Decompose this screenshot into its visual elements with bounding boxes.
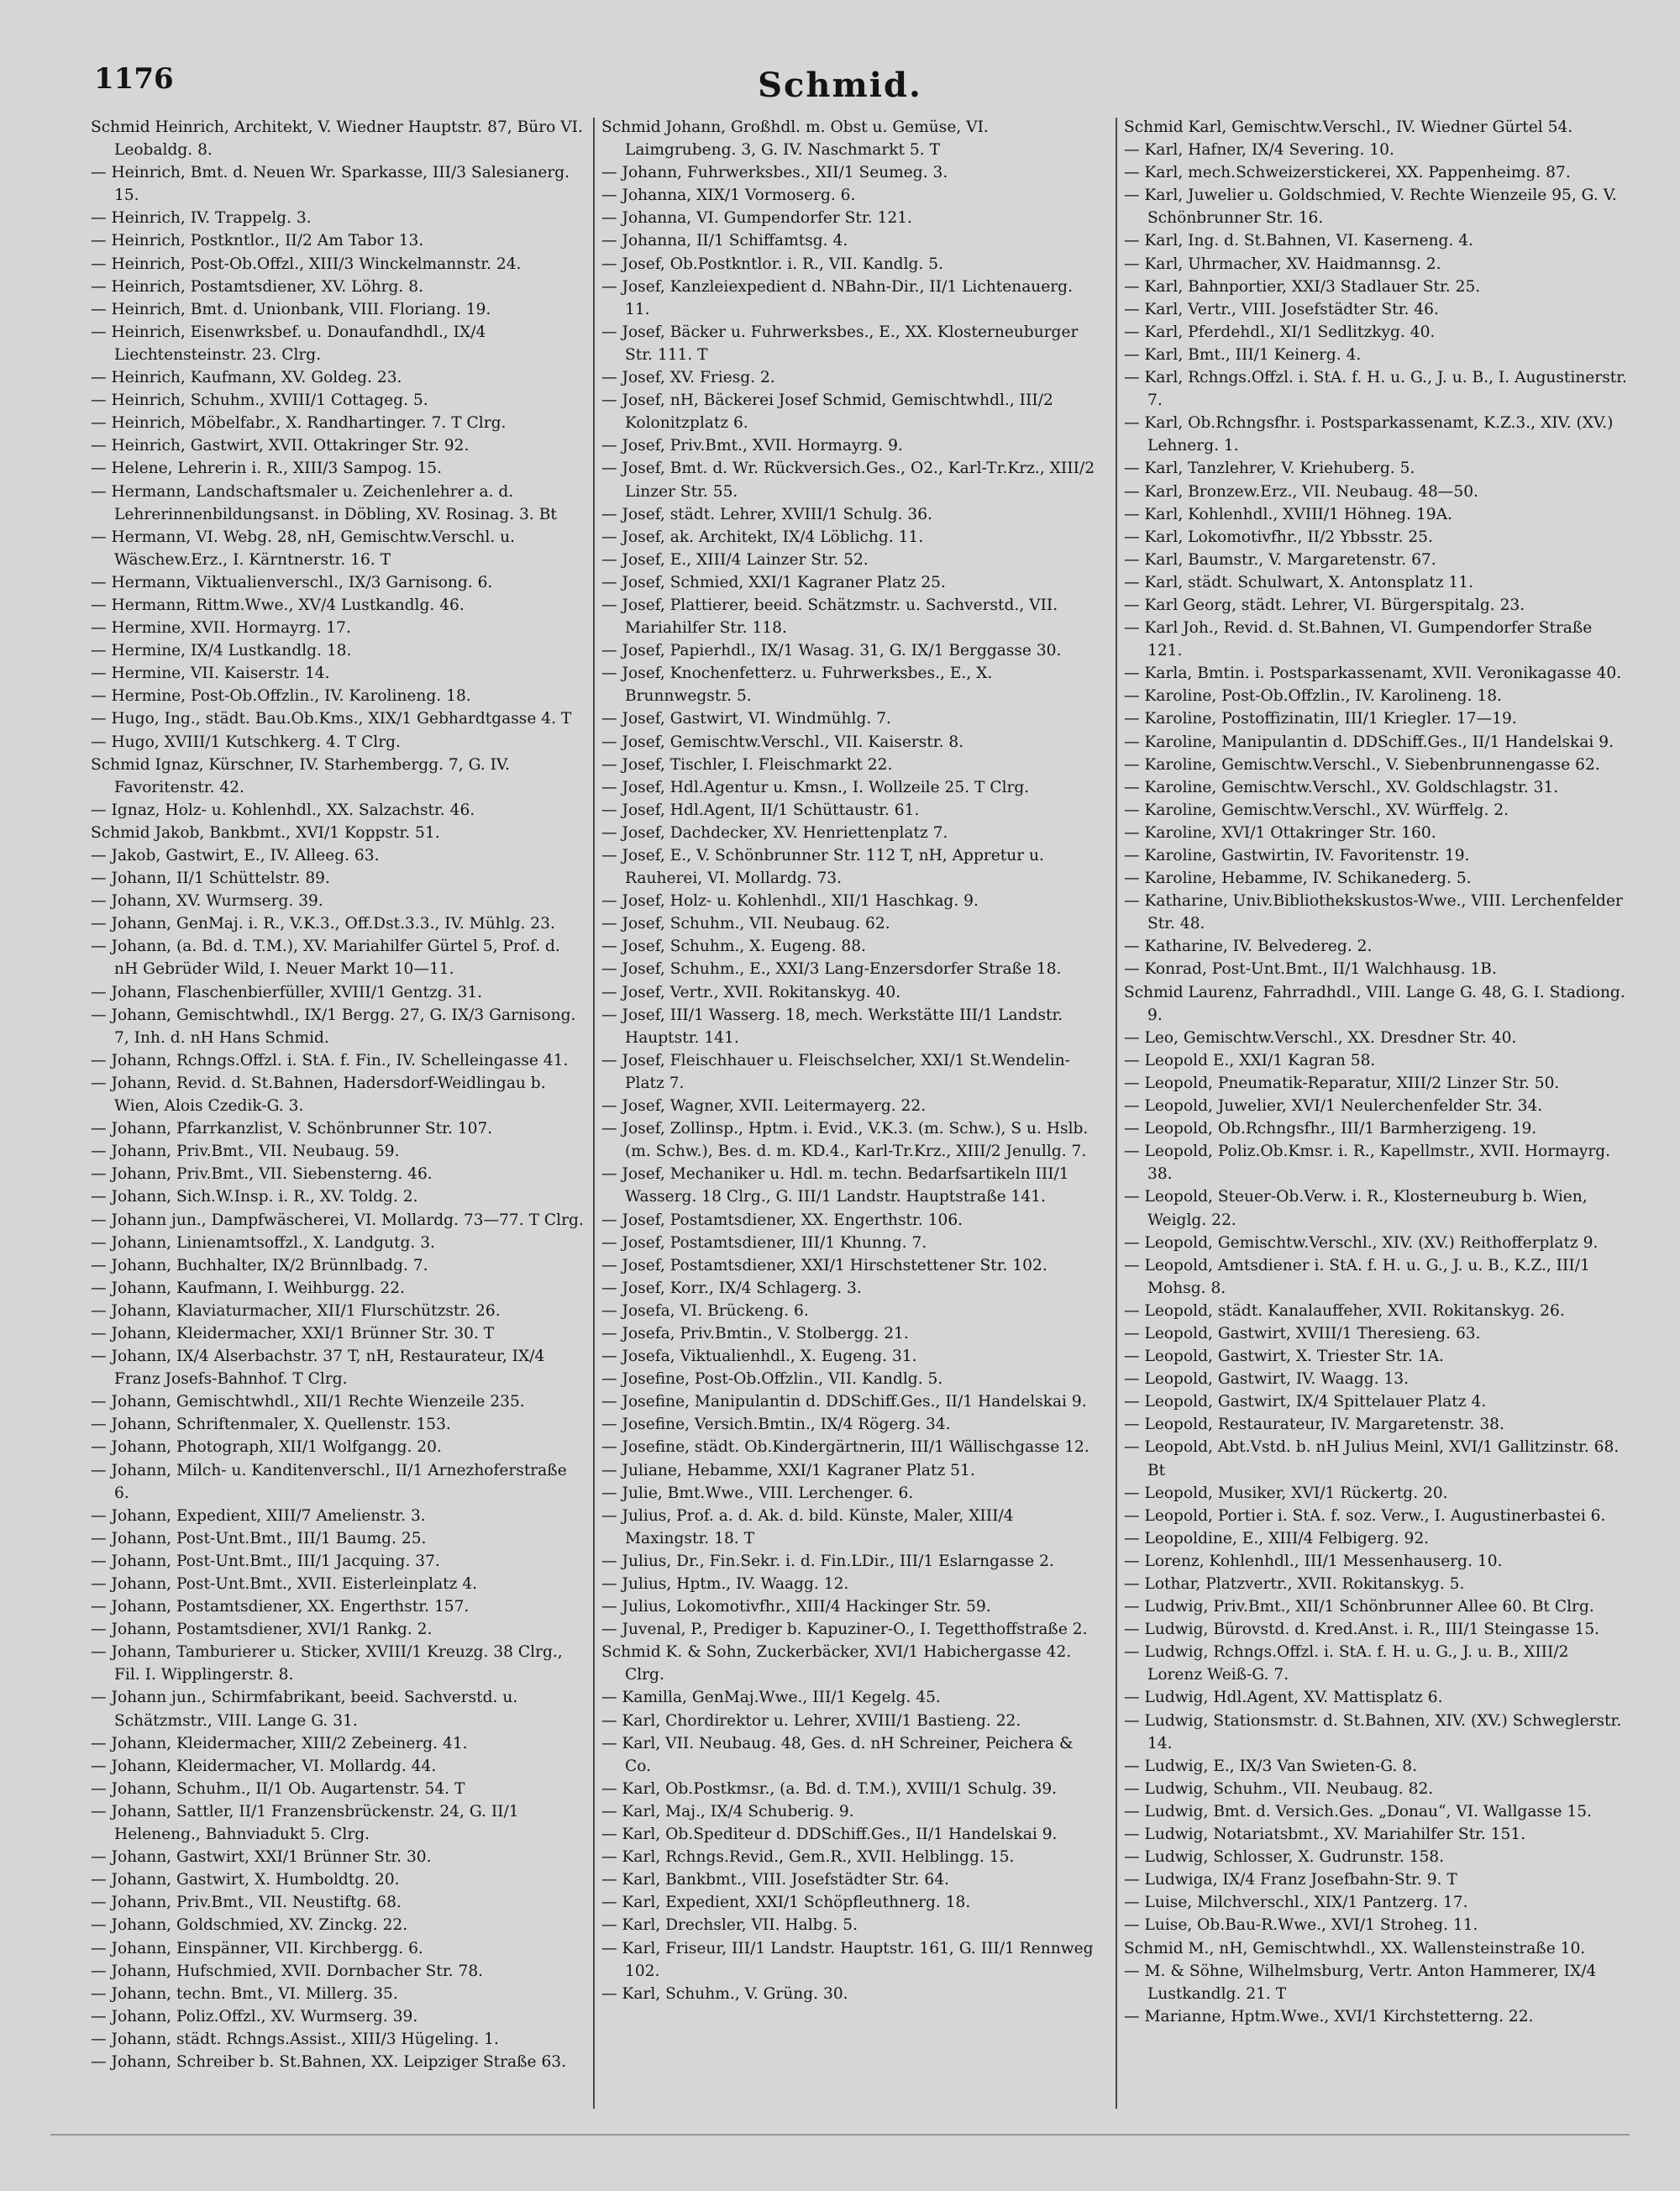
directory-entry: — Johann, IX/4 Alserbachstr. 37 T, nH, Restaurateur, IX/4 Franz Josefs-Bahnhof. T Clrg. <box>91 1348 545 1389</box>
directory-entry: — Leo, Gemischtw.Verschl., XX. Dresdner Str. 40. <box>1124 1028 1517 1047</box>
directory-entry: Schmid Heinrich, Architekt, V. Wiedner Hauptstr. 87, Büro VI. Leobaldg. 8. <box>91 118 583 160</box>
directory-entry: — Heinrich, Bmt. d. Neuen Wr. Sparkasse, III/3 Salesianerg. 15. <box>91 164 570 205</box>
directory-entry: — Johann, Schuhm., II/1 Ob. Augartenstr. 54. T <box>91 1779 465 1798</box>
directory-entry: — Josef, Hdl.Agent, II/1 Schüttaustr. 61. <box>601 801 920 819</box>
directory-entry: — Juliane, Hebamme, XXI/1 Kagraner Platz 51. <box>601 1461 975 1479</box>
directory-entry: — Karl, Kohlenhdl., XVIII/1 Höhneg. 19A. <box>1124 505 1452 523</box>
directory-entry: — Johann, Schreiber b. St.Bahnen, XX. Leipziger Straße 63. <box>91 2052 567 2071</box>
directory-entry: Schmid M., nH, Gemischtwhdl., XX. Wallensteinstraße 10. <box>1124 1939 1586 1957</box>
directory-entry: — Josef, Plattierer, beeid. Schätzmstr. u. Sachverstd., VII. Mariahilfer Str. 118. <box>601 596 1058 638</box>
directory-entry: — Josef, Vertr., XVII. Rokitanskyg. 40. <box>601 983 901 1001</box>
directory-entry: — Leopold, Gastwirt, XVIII/1 Theresieng. 63. <box>1124 1324 1481 1342</box>
directory-entry: — Johann, Kleidermacher, XIII/2 Zebeinerg. 41. <box>91 1734 468 1752</box>
directory-entry: — Leopold, Restaurateur, IV. Margaretenstr. 38. <box>1124 1416 1504 1434</box>
directory-entry: — Karoline, Gastwirtin, IV. Favoritenstr. 19. <box>1124 847 1470 864</box>
directory-entry: — Hermine, IX/4 Lustkandlg. 18. <box>91 642 352 660</box>
directory-entry: — Karl, Ing. d. St.Bahnen, VI. Kaserneng. 4. <box>1124 232 1473 250</box>
directory-entry: — Karl, Hafner, IX/4 Severing. 10. <box>1124 141 1394 160</box>
directory-entry: — Heinrich, Bmt. d. Unionbank, VIII. Floriang. 19. <box>91 300 491 318</box>
directory-entry: — Johann, Expedient, XIII/7 Amelienstr. 3. <box>91 1506 426 1525</box>
directory-entry: — Karoline, Gemischtw.Verschl., XV. Würffelg. 2. <box>1124 801 1509 819</box>
directory-entry: — Leopold, Juwelier, XVI/1 Neulerchenfelder Str. 34. <box>1124 1097 1543 1116</box>
directory-entry: — Johann, Rchngs.Offzl. i. StA. f. Fin., IV. Schelleingasse 41. <box>91 1051 569 1069</box>
directory-entry: — Leopold, Gemischtw.Verschl., XIV. (XV.) Reithofferplatz 9. <box>1124 1233 1599 1252</box>
directory-entry: — Ludwig, E., IX/3 Van Swieten-G. 8. <box>1124 1757 1417 1775</box>
directory-entry: — Johann jun., Schirmfabrikant, beeid. Sachverstd. u. Schätzmstr., VIII. Lange G. 31. <box>91 1689 518 1730</box>
directory-entry: — Hugo, Ing., städt. Bau.Ob.Kms., XIX/1 Gebhardtgasse 4. T <box>91 710 572 728</box>
directory-entry: — Josef, ak. Architekt, IX/4 Löblichg. 11. <box>601 528 924 546</box>
directory-entry: — Juvenal, P., Prediger b. Kapuziner-O., I. Tegetthoffstraße 2. <box>601 1621 1088 1639</box>
directory-entry: — Johanna, VI. Gumpendorfer Str. 121. <box>601 209 912 228</box>
directory-entry: — Johann, Linienamtsoffzl., X. Landgutg. 3. <box>91 1233 435 1252</box>
directory-entry: — Josef, Schuhm., X. Eugeng. 88. <box>601 938 866 956</box>
directory-entry: — Johann, Hufschmied, XVII. Dornbacher Str. 78. <box>91 1962 484 1980</box>
directory-entry: — Josef, Bmt. d. Wr. Rückversich.Ges., O2., Karl-Tr.Krz., XIII/2 Linzer Str. 55. <box>601 460 1095 501</box>
directory-entry: — Johann, Postamtsdiener, XX. Engerthstr. 157. <box>91 1598 470 1616</box>
directory-entry: — Johann, Schriftenmaler, X. Quellenstr. 153. <box>91 1416 451 1434</box>
directory-entry: — Johanna, II/1 Schiffamtsg. 4. <box>601 232 848 250</box>
directory-entry: — Heinrich, IV. Trappelg. 3. <box>91 209 312 228</box>
directory-entry: — Marianne, Hptm.Wwe., XVI/1 Kirchstetterng. 22. <box>1124 2007 1534 2025</box>
directory-entry: — Johann, Priv.Bmt., VII. Neubaug. 59. <box>91 1143 400 1161</box>
directory-entry: — Karl, Schuhm., V. Grüng. 30. <box>601 1984 848 2003</box>
directory-entry: — Johann, Photograph, XII/1 Wolfgangg. 20. <box>91 1438 442 1457</box>
directory-entry: — Hermann, Rittm.Wwe., XV/4 Lustkandlg. 46. <box>91 596 465 614</box>
directory-entry: — Leopold, Gastwirt, X. Triester Str. 1A. <box>1124 1348 1444 1366</box>
directory-entry: — Johann, Gemischtwhdl., IX/1 Bergg. 27, G. IX/3 Garnisong. 7, Inh. d. nH Hans Schmid. <box>91 1006 576 1047</box>
directory-entry: — Johann, städt. Rchngs.Assist., XIII/3 Hügeling. 1. <box>91 2030 499 2048</box>
directory-entry: — Josef, Schuhm., E., XXI/3 Lang-Enzersdorfer Straße 18. <box>601 960 1062 979</box>
directory-entry: — Josef, Dachdecker, XV. Henriettenplatz 7. <box>601 823 948 842</box>
directory-entry: — Helene, Lehrerin i. R., XIII/3 Sampog. 15. <box>91 460 443 478</box>
directory-entry: — Josef, nH, Bäckerei Josef Schmid, Gemischtwhdl., III/2 Kolonitzplatz 6. <box>601 391 1053 433</box>
directory-entry: — Josef, städt. Lehrer, XVIII/1 Schulg. 36. <box>601 505 932 523</box>
directory-entry: — Johann, Priv.Bmt., VII. Siebensterng. 46. <box>91 1165 433 1184</box>
directory-entry: — Johann, Milch- u. Kanditenverschl., II/1 Arnezhoferstraße 6. <box>91 1461 567 1502</box>
directory-entry: — Josef, Zollinsp., Hptm. i. Evid., V.K.3. (m. Schw.), S u. Hslb. (m. Schw.), Bes. d. m. KD.4., Karl-Tr.Krz., XIII/2 Jenullg. 7. <box>601 1120 1089 1161</box>
directory-entry: — Karoline, Manipulantin d. DDSchiff.Ges., II/1 Handelskai 9. <box>1124 733 1614 751</box>
directory-entry: — Karl, Vertr., VIII. Josefstädter Str. 46. <box>1124 300 1439 318</box>
directory-entry: — Karl, Pferdehdl., XI/1 Sedlitzkyg. 40. <box>1124 323 1436 341</box>
directory-entry: — Leopold, Portier i. StA. f. soz. Verw., I. Augustinerbastei 6. <box>1124 1506 1606 1525</box>
directory-entry: — Leopold, Poliz.Ob.Kmsr. i. R., Kapellmstr., XVII. Hormayrg. 38. <box>1124 1143 1611 1184</box>
directory-entry: — Katharine, Univ.Bibliothekskustos-Wwe., VIII. Lerchenfelder Str. 48. <box>1124 892 1623 933</box>
directory-entry: — Josef, Korr., IX/4 Schlagerg. 3. <box>601 1279 862 1297</box>
directory-entry: — Hermann, Viktualienverschl., IX/3 Garnisong. 6. <box>91 573 493 591</box>
directory-entry: — Karl, Expedient, XXI/1 Schöpfleuthnerg. 18. <box>601 1894 971 1912</box>
directory-entry: — Josefine, Manipulantin d. DDSchiff.Ges., II/1 Handelskai 9. <box>601 1393 1087 1411</box>
directory-entry: — Karoline, XVI/1 Ottakringer Str. 160. <box>1124 823 1436 842</box>
directory-entry: — Heinrich, Kaufmann, XV. Goldeg. 23. <box>91 369 402 387</box>
directory-entry: — Josef, Postamtsdiener, XXI/1 Hirschstettener Str. 102. <box>601 1256 1047 1274</box>
directory-entry: — Josef, Schmied, XXI/1 Kagraner Platz 25. <box>601 573 946 591</box>
directory-entry: — Leopold, Steuer-Ob.Verw. i. R., Klosterneuburg b. Wien, Weiglg. 22. <box>1124 1188 1588 1229</box>
directory-entry: — Katharine, IV. Belvedereg. 2. <box>1124 938 1373 956</box>
directory-entry: — Johann, techn. Bmt., VI. Millerg. 35. <box>91 1984 398 2003</box>
directory-entry: — Leopoldine, E., XIII/4 Felbigerg. 92. <box>1124 1529 1430 1547</box>
directory-entry: — Leopold, Pneumatik-Reparatur, XIII/2 Linzer Str. 50. <box>1124 1074 1560 1092</box>
directory-entry: — Josef, Priv.Bmt., XVII. Hormayrg. 9. <box>601 437 903 455</box>
directory-entry: — Karl, Drechsler, VII. Halbg. 5. <box>601 1916 858 1935</box>
directory-entry: — Josefa, Viktualienhdl., X. Eugeng. 31. <box>601 1348 917 1366</box>
directory-entry: — Johann, Kaufmann, I. Weihburgg. 22. <box>91 1279 405 1297</box>
directory-entry: — Johann, Kleidermacher, XXI/1 Brünner Str. 30. T <box>91 1324 495 1342</box>
directory-entry: — Johann, Post-Unt.Bmt., III/1 Baumg. 25. <box>91 1529 427 1547</box>
directory-entry: — Hermann, VI. Webg. 28, nH, Gemischtw.Verschl. u. Wäschew.Erz., I. Kärntnerstr. 16. T <box>91 528 516 569</box>
directory-entry: Schmid Ignaz, Kürschner, IV. Starhembergg. 7, G. IV. Favoritenstr. 42. <box>91 755 511 796</box>
directory-entry: — Josefine, Post-Ob.Offzlin., VII. Kandlg. 5. <box>601 1370 943 1389</box>
directory-entry: — Karl, Bronzew.Erz., VII. Neubaug. 48—50. <box>1124 482 1478 501</box>
directory-entry: — Josef, Gastwirt, VI. Windmühlg. 7. <box>601 710 891 728</box>
directory-entry: — Karl, Chordirektor u. Lehrer, XVIII/1 Bastieng. 22. <box>601 1711 1021 1730</box>
directory-entry: — Karl, Uhrmacher, XV. Haidmannsg. 2. <box>1124 255 1441 273</box>
column-divider <box>593 118 595 2109</box>
directory-entry: — Lorenz, Kohlenhdl., III/1 Messenhauserg. 10. <box>1124 1552 1503 1570</box>
directory-entry: — Johann, Tamburierer u. Sticker, XVIII/1 Kreuzg. 38 Clrg., Fil. I. Wipplingerstr. 8. <box>91 1643 563 1684</box>
directory-entry: — Johann, Fuhrwerksbes., XII/1 Seumeg. 3. <box>601 164 948 182</box>
directory-column-2 <box>601 116 1097 2005</box>
directory-entry: — Ludwig, Priv.Bmt., XII/1 Schönbrunner Allee 60. Bt Clrg. <box>1124 1598 1594 1616</box>
directory-entry: — Karl, städt. Schulwart, X. Antonsplatz 11. <box>1124 573 1473 591</box>
directory-entry: — Hermine, VII. Kaiserstr. 14. <box>91 665 330 683</box>
directory-entry: — Josef, Bäcker u. Fuhrwerksbes., E., XX. Klosterneuburger Str. 111. T <box>601 323 1079 364</box>
directory-entry: — Karl, mech.Schweizerstickerei, XX. Pappenheimg. 87. <box>1124 164 1571 182</box>
directory-entry: — Heinrich, Gastwirt, XVII. Ottakringer Str. 92. <box>91 437 470 455</box>
directory-entry: — Johann, Sich.W.Insp. i. R., XV. Toldg. 2. <box>91 1188 418 1206</box>
directory-entry: — Ludwiga, IX/4 Franz Josefbahn-Str. 9. T <box>1124 1871 1457 1889</box>
directory-entry: — Karl, Bankbmt., VIII. Josefstädter Str. 64. <box>601 1871 949 1889</box>
directory-entry: — Johann, II/1 Schüttelstr. 89. <box>91 870 330 888</box>
directory-entry: — Karl, Ob.Rchngsfhr. i. Postsparkassenamt, K.Z.3., XIV. (XV.) Lehnerg. 1. <box>1124 414 1614 455</box>
directory-entry: — Johann, Gastwirt, X. Humboldtg. 20. <box>91 1871 400 1889</box>
directory-entry: — Ludwig, Bürovstd. d. Kred.Anst. i. R., III/1 Steingasse 15. <box>1124 1621 1600 1639</box>
directory-entry: — Josef, Wagner, XVII. Leitermayerg. 22. <box>601 1097 927 1116</box>
directory-entry: — Johann, Klaviaturmacher, XII/1 Flurschützstr. 26. <box>91 1301 501 1320</box>
directory-entry: — Josef, Postamtsdiener, III/1 Khunng. 7. <box>601 1233 927 1252</box>
directory-entry: — Josefa, VI. Brückeng. 6. <box>601 1301 809 1320</box>
directory-entry: — Karoline, Gemischtw.Verschl., XV. Goldschlagstr. 31. <box>1124 778 1559 796</box>
directory-column-1 <box>91 116 586 2073</box>
directory-entry: — Josefine, Versich.Bmtin., IX/4 Rögerg. 34. <box>601 1416 951 1434</box>
directory-entry: — Johann, Sattler, II/1 Franzensbrückenstr. 24, G. II/1 Heleneng., Bahnviadukt 5. Clrg. <box>91 1802 519 1844</box>
directory-entry: — Karl, Friseur, III/1 Landstr. Hauptstr. 161, G. III/1 Rennweg 102. <box>601 1939 1094 1980</box>
directory-entry: — Heinrich, Postamtsdiener, XV. Löhrg. 8. <box>91 277 423 296</box>
directory-entry: — Karoline, Postoffizinatin, III/1 Kriegler. 17—19. <box>1124 710 1517 728</box>
directory-entry: — Josefine, städt. Ob.Kindergärtnerin, III/1 Wällischgasse 12. <box>601 1438 1089 1457</box>
directory-entry: — Johann, Pfarrkanzlist, V. Schönbrunner Str. 107. <box>91 1120 493 1138</box>
directory-entry: — Leopold, Musiker, XVI/1 Rückertg. 20. <box>1124 1484 1448 1502</box>
directory-entry: — Heinrich, Postkntlor., II/2 Am Tabor 13. <box>91 232 424 250</box>
directory-entry: — Johann, Priv.Bmt., VII. Neustiftg. 68. <box>91 1894 402 1912</box>
directory-entry: — Johann, Poliz.Offzl., XV. Wurmserg. 39. <box>91 2007 418 2025</box>
directory-entry: — Johann, Flaschenbierfüller, XVIII/1 Gentzg. 31. <box>91 983 483 1001</box>
directory-entry: — Johann, Postamtsdiener, XVI/1 Rankg. 2. <box>91 1621 433 1639</box>
directory-entry: Schmid Karl, Gemischtw.Verschl., IV. Wiedner Gürtel 54. <box>1124 118 1573 136</box>
directory-entry: — Luise, Milchverschl., XIX/1 Pantzerg. 17. <box>1124 1894 1468 1912</box>
directory-entry: — Karl, Lokomotivfhr., II/2 Ybbsstr. 25. <box>1124 528 1433 546</box>
directory-entry: — Karl, Tanzlehrer, V. Kriehuberg. 5. <box>1124 460 1415 478</box>
directory-entry: — Josef, Mechaniker u. Hdl. m. techn. Bedarfsartikeln III/1 Wasserg. 18 Clrg., G. III/1 Landstr. Hauptstraße 141. <box>601 1165 1069 1206</box>
directory-entry: — Josef, Fleischhauer u. Fleischselcher, XXI/1 St.Wendelin-Platz 7. <box>601 1051 1070 1092</box>
directory-entry: — Karoline, Post-Ob.Offzlin., IV. Karolineng. 18. <box>1124 687 1502 706</box>
directory-entry: — Konrad, Post-Unt.Bmt., II/1 Walchhausg. 1B. <box>1124 960 1497 979</box>
directory-entry: — Josefa, Priv.Bmtin., V. Stolbergg. 21. <box>601 1324 909 1342</box>
directory-entry: — Julius, Hptm., IV. Waagg. 12. <box>601 1575 849 1593</box>
directory-entry: — Josef, Papierhdl., IX/1 Wasag. 31, G. IX/1 Berggasse 30. <box>601 642 1062 660</box>
directory-entry: — Josef, XV. Friesg. 2. <box>601 369 775 387</box>
directory-entry: — Hermine, Post-Ob.Offzlin., IV. Karolineng. 18. <box>91 687 471 706</box>
directory-entry: — Johann, Revid. d. St.Bahnen, Hadersdorf-Weidlingau b. Wien, Alois Czedik-G. 3. <box>91 1074 546 1116</box>
directory-entry: — Hermann, Landschaftsmaler u. Zeichenlehrer a. d. Lehrerinnenbildungsanst. in Döbling, XV. Rosinag. 3. Bt <box>91 482 557 523</box>
directory-entry: — Leopold E., XXI/1 Kagran 58. <box>1124 1051 1376 1069</box>
directory-entry: — Johann, (a. Bd. d. T.M.), XV. Mariahilfer Gürtel 5, Prof. d. nH Gebrüder Wild, I. Neuer Markt 10—11. <box>91 938 560 979</box>
directory-entry: — Karoline, Hebamme, IV. Schikanederg. 5. <box>1124 870 1472 888</box>
directory-entry: — Josef, E., XIII/4 Lainzer Str. 52. <box>601 550 869 569</box>
directory-entry: — Kamilla, GenMaj.Wwe., III/1 Kegelg. 45. <box>601 1689 941 1707</box>
directory-entry: Schmid Johann, Großhdl. m. Obst u. Gemüse, VI. Laimgrubeng. 3, G. IV. Naschmarkt 5. T <box>601 118 989 160</box>
directory-entry: — Ludwig, Bmt. d. Versich.Ges. „Donau“, VI. Wallgasse 15. <box>1124 1802 1592 1821</box>
directory-entry: — Leopold, Gastwirt, IV. Waagg. 13. <box>1124 1370 1410 1389</box>
directory-entry: — Johann, Einspänner, VII. Kirchbergg. 6. <box>91 1939 423 1957</box>
directory-entry: — Karoline, Gemischtw.Verschl., V. Siebenbrunnengasse 62. <box>1124 755 1600 774</box>
directory-entry: — Josef, Knochenfetterz. u. Fuhrwerksbes., E., X. Brunnwegstr. 5. <box>601 665 993 706</box>
directory-entry: — Johann, XV. Wurmserg. 39. <box>91 892 323 911</box>
directory-entry: — Karl, Bmt., III/1 Keinerg. 4. <box>1124 345 1362 364</box>
directory-entry: — M. & Söhne, Wilhelmsburg, Vertr. Anton Hammerer, IX/4 Lustkandlg. 21. T <box>1124 1962 1597 2003</box>
directory-entry: — Josef, Holz- u. Kohlenhdl., XII/1 Haschkag. 9. <box>601 892 979 911</box>
directory-entry: — Josef, E., V. Schönbrunner Str. 112 T, nH, Appretur u. Rauherei, VI. Mollardg. 73. <box>601 847 1044 888</box>
column-divider <box>1116 118 1117 2109</box>
directory-entry: — Luise, Ob.Bau-R.Wwe., XVI/1 Stroheg. 11. <box>1124 1916 1478 1935</box>
directory-entry: — Johann, Kleidermacher, VI. Mollardg. 44. <box>91 1757 437 1775</box>
directory-entry: — Karl, Juwelier u. Goldschmied, V. Rechte Wienzeile 95, G. V. Schönbrunner Str. 16. <box>1124 187 1617 228</box>
directory-entry: — Hermine, XVII. Hormayrg. 17. <box>91 619 351 638</box>
directory-entry: — Johann, Goldschmied, XV. Zinckg. 22. <box>91 1916 408 1935</box>
directory-entry: — Karl, Bahnportier, XXI/3 Stadlauer Str. 25. <box>1124 277 1481 296</box>
directory-entry: — Ludwig, Notariatsbmt., XV. Mariahilfer Str. 151. <box>1124 1826 1526 1844</box>
directory-entry: — Ludwig, Schlosser, X. Gudrunstr. 158. <box>1124 1848 1445 1867</box>
directory-entry: — Josef, Gemischtw.Verschl., VII. Kaiserstr. 8. <box>601 733 964 751</box>
directory-entry: — Karl Georg, städt. Lehrer, VI. Bürgerspitalg. 23. <box>1124 596 1525 614</box>
directory-entry: — Josef, Ob.Postkntlor. i. R., VII. Kandlg. 5. <box>601 255 943 273</box>
directory-entry: — Julie, Bmt.Wwe., VIII. Lerchenger. 6. <box>601 1484 914 1502</box>
directory-entry: — Josef, Tischler, I. Fleischmarkt 22. <box>601 755 893 774</box>
directory-entry: — Josef, Postamtsdiener, XX. Engerthstr. 106. <box>601 1211 963 1229</box>
directory-entry: — Johann jun., Dampfwäscherei, VI. Mollardg. 73—77. T Clrg. <box>91 1211 584 1229</box>
directory-entry: — Ignaz, Holz- u. Kohlenhdl., XX. Salzachstr. 46. <box>91 801 475 819</box>
directory-entry: — Johann, Gemischtwhdl., XII/1 Rechte Wienzeile 235. <box>91 1393 525 1411</box>
directory-entry: — Heinrich, Eisenwrksbef. u. Donaufandhdl., IX/4 Liechtensteinstr. 23. Clrg. <box>91 323 486 364</box>
page-title: Schmid. <box>758 66 922 105</box>
directory-entry: — Jakob, Gastwirt, E., IV. Alleeg. 63. <box>91 847 380 864</box>
directory-entry: — Johann, Post-Unt.Bmt., XVII. Eisterleinplatz 4. <box>91 1575 478 1593</box>
directory-entry: — Leopold, Abt.Vstd. b. nH Julius Meinl, XVI/1 Gallitzinstr. 68. Bt <box>1124 1438 1620 1479</box>
directory-entry: — Josef, Schuhm., VII. Neubaug. 62. <box>601 915 890 933</box>
directory-entry: — Ludwig, Schuhm., VII. Neubaug. 82. <box>1124 1779 1434 1798</box>
footer-rule <box>50 2134 1630 2136</box>
directory-entry: — Johann, Buchhalter, IX/2 Brünnlbadg. 7. <box>91 1256 428 1274</box>
directory-entry: — Karl, Maj., IX/4 Schuberig. 9. <box>601 1802 854 1821</box>
directory-entry: — Ludwig, Rchngs.Offzl. i. StA. f. H. u. G., J. u. B., XIII/2 Lorenz Weiß-G. 7. <box>1124 1643 1569 1684</box>
directory-entry: — Lothar, Platzvertr., XVII. Rokitanskyg. 5. <box>1124 1575 1465 1593</box>
directory-entry: — Josef, Kanzleiexpedient d. NBahn-Dir., II/1 Lichtenauerg. 11. <box>601 277 1073 318</box>
directory-entry: — Leopold, Ob.Rchngsfhr., III/1 Barmherzigeng. 19. <box>1124 1120 1537 1138</box>
directory-entry: — Karla, Bmtin. i. Postsparkassenamt, XVII. Veronikagasse 40. <box>1124 665 1622 683</box>
directory-entry: — Leopold, Amtsdiener i. StA. f. H. u. G., J. u. B., K.Z., III/1 Mohsg. 8. <box>1124 1256 1590 1297</box>
directory-entry: — Johann, Post-Unt.Bmt., III/1 Jacquing. 37. <box>91 1552 440 1570</box>
directory-entry: — Karl, VII. Neubaug. 48, Ges. d. nH Schreiner, Peichera & Co. <box>601 1734 1074 1775</box>
page-number: 1176 <box>94 62 174 96</box>
directory-entry: — Julius, Dr., Fin.Sekr. i. d. Fin.LDir., III/1 Eslarngasse 2. <box>601 1552 1054 1570</box>
directory-entry: — Heinrich, Möbelfabr., X. Randhartinger. 7. T Clrg. <box>91 414 507 433</box>
directory-entry: — Johann, Gastwirt, XXI/1 Brünner Str. 30. <box>91 1848 432 1867</box>
directory-entry: — Leopold, städt. Kanalauffeher, XVII. Rokitanskyg. 26. <box>1124 1301 1565 1320</box>
directory-entry: — Karl, Rchngs.Revid., Gem.R., XVII. Helblingg. 15. <box>601 1848 1015 1867</box>
directory-entry: — Hugo, XVIII/1 Kutschkerg. 4. T Clrg. <box>91 733 401 751</box>
directory-entry: — Karl, Baumstr., V. Margaretenstr. 67. <box>1124 550 1436 569</box>
directory-entry: — Josef, Hdl.Agentur u. Kmsn., I. Wollzeile 25. T Clrg. <box>601 778 1030 796</box>
directory-entry: — Ludwig, Stationsmstr. d. St.Bahnen, XIV. (XV.) Schweglerstr. 14. <box>1124 1711 1622 1752</box>
directory-entry: — Karl Joh., Revid. d. St.Bahnen, VI. Gumpendorfer Straße 121. <box>1124 619 1593 660</box>
directory-entry: Schmid Laurenz, Fahrradhdl., VIII. Lange G. 48, G. I. Stadiong. 9. <box>1124 983 1625 1024</box>
directory-entry: — Johann, GenMaj. i. R., V.K.3., Off.Dst.3.3., IV. Mühlg. 23. <box>91 915 555 933</box>
directory-column-3 <box>1124 116 1628 2028</box>
directory-entry: Schmid K. & Sohn, Zuckerbäcker, XVI/1 Habichergasse 42. Clrg. <box>601 1643 1072 1684</box>
directory-entry: — Karl, Ob.Spediteur d. DDSchiff.Ges., II/1 Handelskai 9. <box>601 1826 1058 1844</box>
directory-entry: — Karl, Rchngs.Offzl. i. StA. f. H. u. G., J. u. B., I. Augustinerstr. 7. <box>1124 369 1627 410</box>
directory-entry: — Julius, Lokomotivfhr., XIII/4 Hackinger Str. 59. <box>601 1598 991 1616</box>
directory-entry: — Ludwig, Hdl.Agent, XV. Mattisplatz 6. <box>1124 1689 1443 1707</box>
directory-entry: — Heinrich, Schuhm., XVIII/1 Cottageg. 5. <box>91 391 428 410</box>
directory-entry: — Johanna, XIX/1 Vormoserg. 6. <box>601 187 856 205</box>
directory-entry: — Karl, Ob.Postkmsr., (a. Bd. d. T.M.), XVIII/1 Schulg. 39. <box>601 1779 1058 1798</box>
directory-entry: — Leopold, Gastwirt, IX/4 Spittelauer Platz 4. <box>1124 1393 1487 1411</box>
directory-entry: — Heinrich, Post-Ob.Offzl., XIII/3 Winckelmannstr. 24. <box>91 255 522 273</box>
directory-entry: — Josef, III/1 Wasserg. 18, mech. Werkstätte III/1 Landstr. Hauptstr. 141. <box>601 1006 1063 1047</box>
directory-entry: Schmid Jakob, Bankbmt., XVI/1 Koppstr. 51. <box>91 823 440 842</box>
directory-entry: — Julius, Prof. a. d. Ak. d. bild. Künste, Maler, XIII/4 Maxingstr. 18. T <box>601 1506 1014 1547</box>
